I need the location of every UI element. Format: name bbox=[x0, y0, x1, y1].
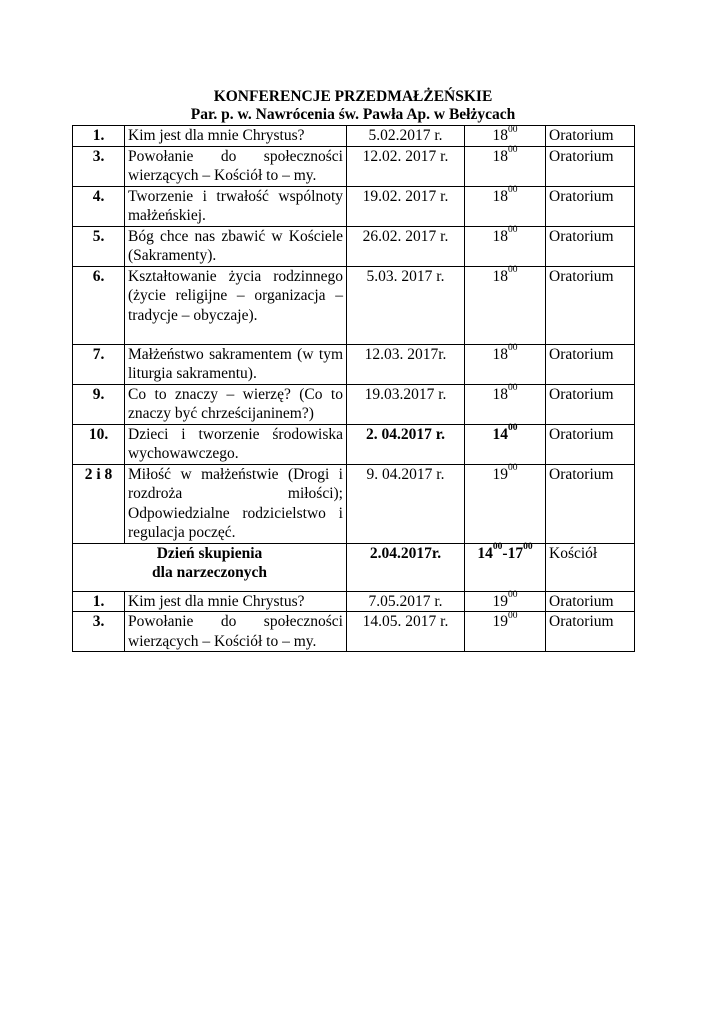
row-number: 4. bbox=[73, 186, 125, 226]
row-number: 3. bbox=[73, 612, 125, 652]
row-place: Oratorium bbox=[546, 384, 635, 424]
row-time bbox=[465, 591, 546, 612]
row-place: Oratorium bbox=[546, 146, 635, 186]
row-number: 1. bbox=[73, 591, 125, 612]
row-date: 7.05.2017 r. bbox=[347, 591, 465, 612]
row-time bbox=[465, 384, 546, 424]
time-hour: 18 bbox=[492, 345, 508, 363]
row-date: 14.05. 2017 r. bbox=[347, 612, 465, 652]
row-date: 19.03.2017 r. bbox=[347, 384, 465, 424]
row-topic: Powołanie do społeczności wierzących – Kościół to – my. bbox=[125, 146, 347, 186]
row-date: 2. 04.2017 r. bbox=[347, 424, 465, 464]
time-minutes: 00 bbox=[508, 343, 518, 354]
row-number: 3. bbox=[73, 146, 125, 186]
table-row bbox=[73, 266, 635, 344]
table-row bbox=[73, 146, 635, 186]
time-hour: 14 bbox=[492, 425, 508, 443]
table-row bbox=[73, 126, 635, 147]
row-date: 12.03. 2017r. bbox=[347, 344, 465, 384]
row-topic: Kim jest dla mnie Chrystus? bbox=[125, 591, 347, 612]
table-row bbox=[73, 591, 635, 612]
row-topic: Co to znaczy – wierzę? (Co to znaczy być chrześcijaninem?) bbox=[125, 384, 347, 424]
retreat-title-line1: Dzień skupienia bbox=[156, 544, 263, 562]
row-topic: Miłość w małżeństwie (Drogi i rozdroża miłości); Odpowiedzialne rodzicielstwo i regulacja poczęć. bbox=[125, 464, 347, 543]
row-number: 2 i 8 bbox=[73, 464, 125, 543]
row-place: Oratorium bbox=[546, 266, 635, 344]
time-minutes: 00 bbox=[508, 145, 518, 156]
row-time bbox=[465, 424, 546, 464]
table-row bbox=[73, 344, 635, 384]
row-number: 5. bbox=[73, 226, 125, 266]
row-topic: Kim jest dla mnie Chrystus? bbox=[125, 126, 347, 147]
retreat-time bbox=[465, 543, 546, 591]
time-hour: 19 bbox=[492, 613, 508, 630]
time-minutes: 00 bbox=[508, 463, 518, 474]
time-minutes: 00 bbox=[508, 383, 518, 394]
row-time bbox=[465, 266, 546, 344]
row-number: 1. bbox=[73, 126, 125, 147]
row-place: Oratorium bbox=[546, 226, 635, 266]
table-row bbox=[73, 424, 635, 464]
row-place: Oratorium bbox=[546, 424, 635, 464]
row-time bbox=[465, 186, 546, 226]
time-end-hour: 17 bbox=[507, 544, 524, 562]
row-topic: Tworzenie i trwałość wspólnoty małżeńskiej. bbox=[125, 186, 347, 226]
time-minutes: 00 bbox=[508, 225, 518, 236]
row-topic: Kształtowanie życia rodzinnego (życie religijne – organizacja – tradycje – obyczaje). bbox=[125, 266, 347, 344]
time-minutes: 00 bbox=[508, 590, 518, 601]
time-hour: 18 bbox=[492, 187, 508, 205]
row-place: Oratorium bbox=[546, 612, 635, 652]
row-place: Oratorium bbox=[546, 186, 635, 226]
time-minutes: 00 bbox=[508, 423, 518, 434]
row-time bbox=[465, 464, 546, 543]
row-date: 5.02.2017 r. bbox=[347, 126, 465, 147]
row-time bbox=[465, 126, 546, 147]
row-number: 6. bbox=[73, 266, 125, 344]
row-topic: Powołanie do społeczności wierzących – Kościół to – my. bbox=[125, 612, 347, 652]
row-date: 19.02. 2017 r. bbox=[347, 186, 465, 226]
row-number: 9. bbox=[73, 384, 125, 424]
retreat-place: Kościół bbox=[546, 543, 635, 591]
time-start-minutes: 00 bbox=[492, 542, 503, 553]
time-minutes: 00 bbox=[508, 124, 518, 135]
row-date: 9. 04.2017 r. bbox=[347, 464, 465, 543]
time-start-hour: 14 bbox=[477, 544, 493, 562]
time-hour: 18 bbox=[492, 385, 508, 403]
row-time bbox=[465, 146, 546, 186]
row-topic: Dzieci i tworzenie środowiska wychowawczego. bbox=[125, 424, 347, 464]
row-date: 5.03. 2017 r. bbox=[347, 266, 465, 344]
time-hour: 18 bbox=[492, 227, 508, 245]
time-hour: 18 bbox=[492, 147, 508, 165]
document-subtitle: Par. p. w. Nawrócenia św. Pawła Ap. w Bełżycach bbox=[190, 106, 516, 123]
row-date: 26.02. 2017 r. bbox=[347, 226, 465, 266]
time-minutes: 00 bbox=[508, 185, 518, 196]
document-title: KONFERENCJE PRZEDMAŁŻEŃSKIE bbox=[213, 88, 493, 105]
time-end-minutes: 00 bbox=[523, 542, 533, 553]
retreat-date: 2.04.2017r. bbox=[347, 543, 465, 591]
row-topic: Bóg chce nas zbawić w Kościele (Sakramenty). bbox=[125, 226, 347, 266]
time-hour: 18 bbox=[492, 267, 508, 285]
time-hour: 19 bbox=[492, 465, 508, 483]
row-number: 7. bbox=[73, 344, 125, 384]
row-topic: Małżeństwo sakramentem (w tym liturgia sakramentu). bbox=[125, 344, 347, 384]
table-row bbox=[73, 384, 635, 424]
row-date: 12.02. 2017 r. bbox=[347, 146, 465, 186]
retreat-title bbox=[73, 543, 347, 591]
row-place: Oratorium bbox=[546, 591, 635, 612]
time-hour: 18 bbox=[492, 127, 508, 144]
table-row bbox=[73, 612, 635, 652]
row-time bbox=[465, 612, 546, 652]
time-dash: - bbox=[502, 544, 508, 562]
retreat-title-line2: dla narzeczonych bbox=[152, 564, 267, 581]
table-row-retreat bbox=[73, 543, 635, 591]
time-minutes: 00 bbox=[508, 265, 518, 276]
row-place: Oratorium bbox=[546, 344, 635, 384]
table-row bbox=[73, 226, 635, 266]
row-place: Oratorium bbox=[546, 464, 635, 543]
table-row bbox=[73, 464, 635, 543]
row-time bbox=[465, 226, 546, 266]
row-place: Oratorium bbox=[546, 126, 635, 147]
row-time bbox=[465, 344, 546, 384]
table-row bbox=[73, 186, 635, 226]
time-minutes: 00 bbox=[508, 610, 518, 621]
row-number: 10. bbox=[73, 424, 125, 464]
time-hour: 19 bbox=[492, 592, 508, 610]
schedule-table bbox=[72, 125, 635, 652]
